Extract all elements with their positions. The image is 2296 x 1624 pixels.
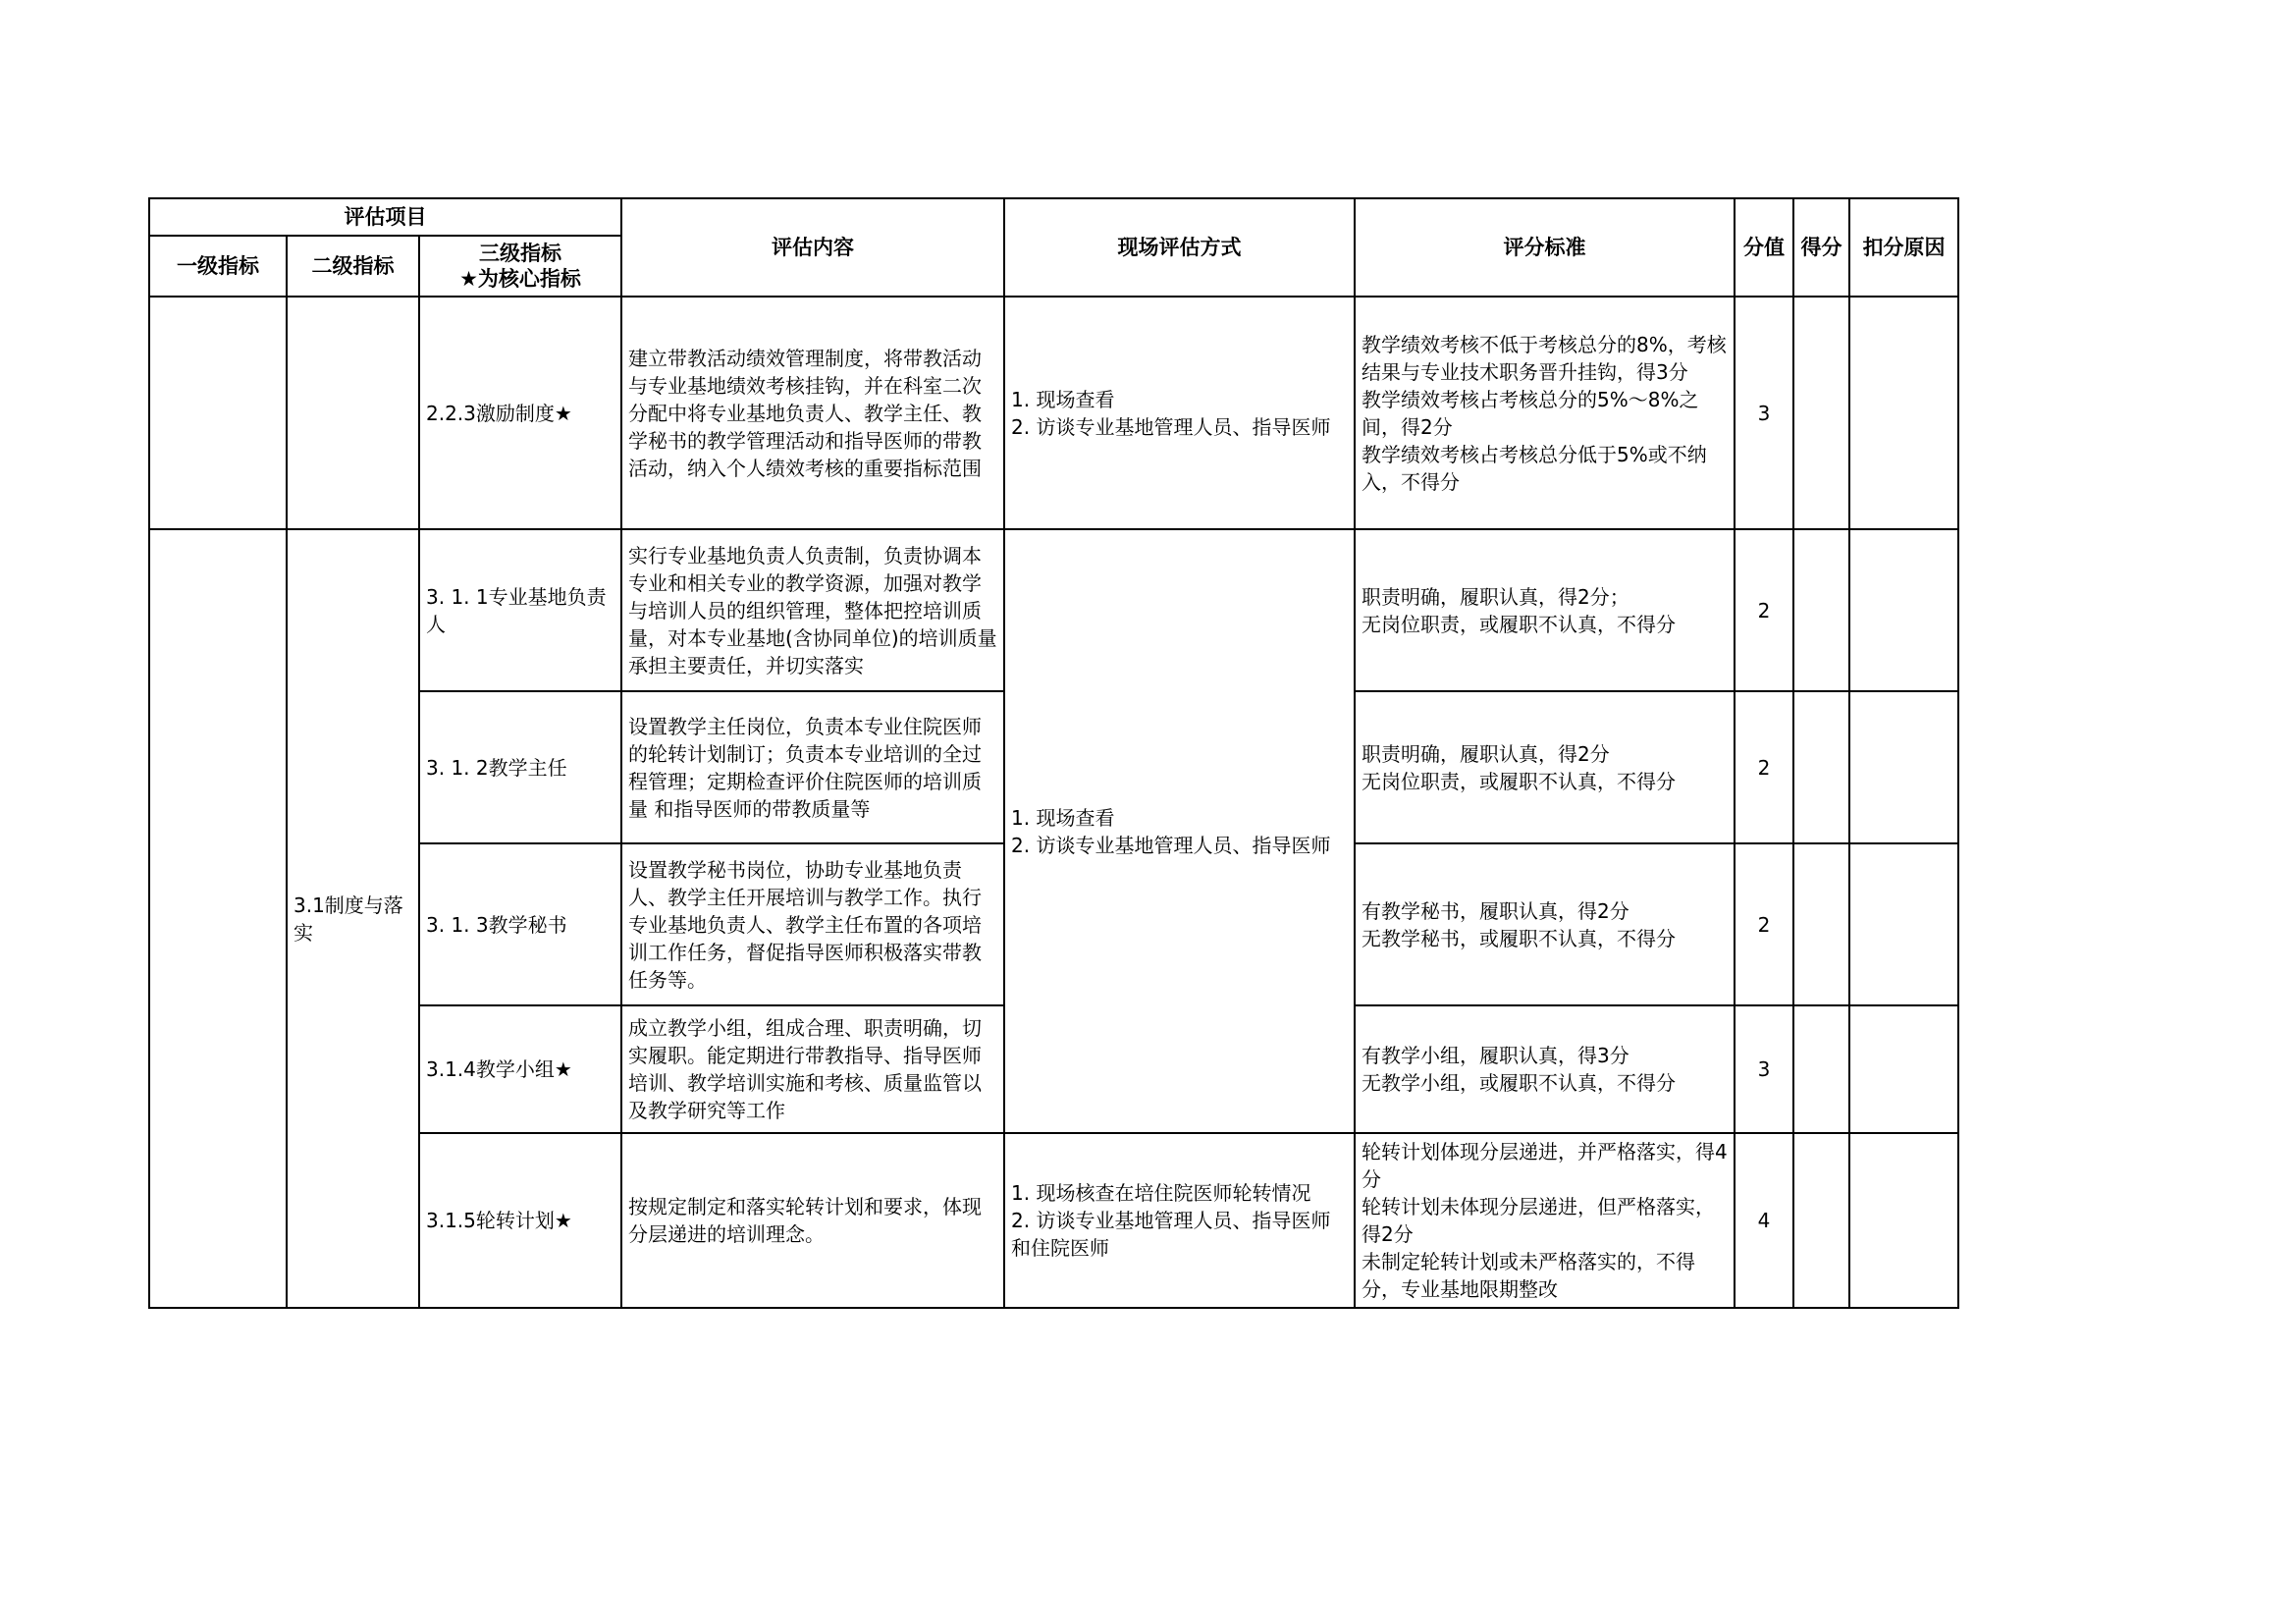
header-criteria: 评分标准 — [1355, 198, 1735, 297]
criteria-cell: 教学绩效考核不低于考核总分的8%，考核结果与专业技术职务晋升挂钩，得3分 教学绩效考核占考核总分的5%～8%之间，得2分 教学绩效考核占考核总分低于5%或不纳入，不得分 — [1355, 297, 1735, 529]
deduction-reason-cell — [1849, 691, 1958, 843]
content-cell: 建立带教活动绩效管理制度，将带教活动与专业基地绩效考核挂钩，并在科室二次分配中将专业基地负责人、教学主任、教学秘书的教学管理活动和指导医师的带教活动，纳入个人绩效考核的重要指标范围 — [621, 297, 1004, 529]
deduction-reason-cell — [1849, 1005, 1958, 1133]
score-value-cell: 3 — [1735, 297, 1793, 529]
method-cell: 1. 现场查看 2. 访谈专业基地管理人员、指导医师 — [1004, 529, 1355, 1133]
criteria-cell: 职责明确，履职认真，得2分 无岗位职责，或履职不认真，不得分 — [1355, 691, 1735, 843]
level2-cell — [287, 297, 419, 529]
header-deduction-reason: 扣分原因 — [1849, 198, 1958, 297]
header-level1: 一级指标 — [149, 236, 287, 297]
level3-cell: 3.1.4教学小组★ — [419, 1005, 621, 1133]
table-row — [149, 297, 1958, 529]
header-level3: 三级指标 ★为核心指标 — [419, 236, 621, 297]
level3-cell: 2.2.3激励制度★ — [419, 297, 621, 529]
content-cell: 实行专业基地负责人负责制，负责协调本专业和相关专业的教学资源，加强对教学与培训人员的组织管理，整体把控培训质量，对本专业基地(含协同单位)的培训质量承担主要责任，并切实落实 — [621, 529, 1004, 691]
table-row — [149, 1133, 1958, 1308]
criteria-cell: 有教学小组，履职认真，得3分 无教学小组，或履职不认真，不得分 — [1355, 1005, 1735, 1133]
header-row-top — [149, 198, 1958, 236]
method-cell: 1. 现场查看 2. 访谈专业基地管理人员、指导医师 — [1004, 297, 1355, 529]
deduction-reason-cell — [1849, 297, 1958, 529]
header-assessment-item: 评估项目 — [149, 198, 621, 236]
header-score-got: 得分 — [1793, 198, 1849, 297]
score-got-cell — [1793, 691, 1849, 843]
score-got-cell — [1793, 843, 1849, 1005]
score-got-cell — [1793, 1005, 1849, 1133]
level1-cell — [149, 297, 287, 529]
score-got-cell — [1793, 1133, 1849, 1308]
score-value-cell: 4 — [1735, 1133, 1793, 1308]
level3-cell: 3. 1. 2教学主任 — [419, 691, 621, 843]
deduction-reason-cell — [1849, 843, 1958, 1005]
evaluation-table — [148, 197, 1959, 1309]
content-cell: 设置教学秘书岗位，协助专业基地负责人、教学主任开展培训与教学工作。执行专业基地负责人、教学主任布置的各项培训工作任务，督促指导医师积极落实带教任务等。 — [621, 843, 1004, 1005]
level3-cell: 3. 1. 1专业基地负责人 — [419, 529, 621, 691]
header-content: 评估内容 — [621, 198, 1004, 297]
criteria-cell: 有教学秘书，履职认真，得2分 无教学秘书，或履职不认真，不得分 — [1355, 843, 1735, 1005]
deduction-reason-cell — [1849, 1133, 1958, 1308]
content-cell: 设置教学主任岗位，负责本专业住院医师的轮转计划制订；负责本专业培训的全过程管理；定期检查评价住院医师的培训质量 和指导医师的带教质量等 — [621, 691, 1004, 843]
level2-cell: 3.1制度与落实 — [287, 529, 419, 1308]
score-value-cell: 3 — [1735, 1005, 1793, 1133]
score-got-cell — [1793, 297, 1849, 529]
level3-cell: 3. 1. 3教学秘书 — [419, 843, 621, 1005]
method-cell: 1. 现场核查在培住院医师轮转情况 2. 访谈专业基地管理人员、指导医师和住院医师 — [1004, 1133, 1355, 1308]
header-level2: 二级指标 — [287, 236, 419, 297]
score-value-cell: 2 — [1735, 529, 1793, 691]
score-value-cell: 2 — [1735, 843, 1793, 1005]
score-got-cell — [1793, 529, 1849, 691]
criteria-cell: 轮转计划体现分层递进，并严格落实，得4分 轮转计划未体现分层递进，但严格落实，得2分 未制定轮转计划或未严格落实的，不得分，专业基地限期整改 — [1355, 1133, 1735, 1308]
level1-cell — [149, 529, 287, 1308]
header-method: 现场评估方式 — [1004, 198, 1355, 297]
content-cell: 按规定制定和落实轮转计划和要求，体现分层递进的培训理念。 — [621, 1133, 1004, 1308]
score-value-cell: 2 — [1735, 691, 1793, 843]
level3-cell: 3.1.5轮转计划★ — [419, 1133, 621, 1308]
deduction-reason-cell — [1849, 529, 1958, 691]
header-score-value: 分值 — [1735, 198, 1793, 297]
table-row — [149, 529, 1958, 691]
criteria-cell: 职责明确，履职认真，得2分； 无岗位职责，或履职不认真，不得分 — [1355, 529, 1735, 691]
content-cell: 成立教学小组，组成合理、职责明确，切实履职。能定期进行带教指导、指导医师培训、教学培训实施和考核、质量监管以及教学研究等工作 — [621, 1005, 1004, 1133]
